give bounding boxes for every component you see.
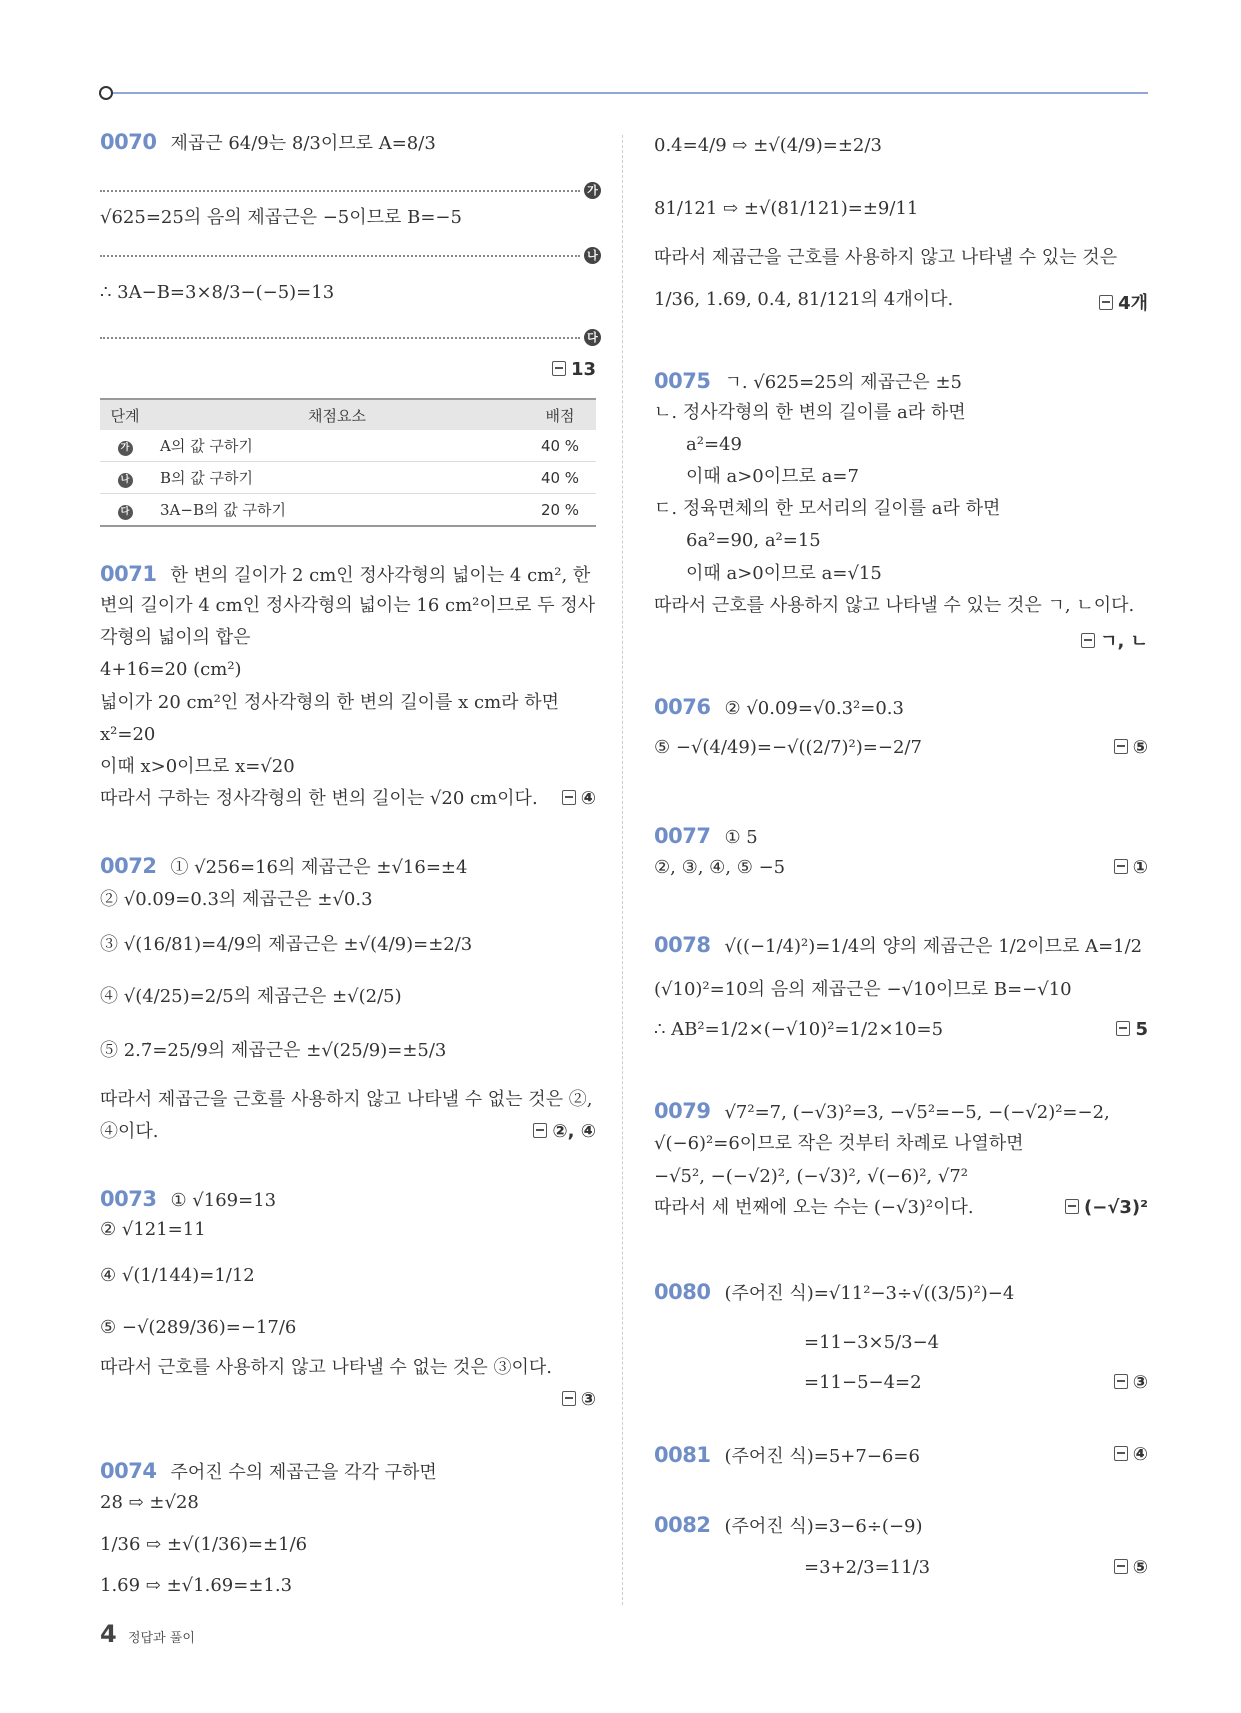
answer-text: ① (1132, 857, 1148, 878)
solution-text: ㄱ. √625=25의 제곱근은 ±5 (724, 372, 963, 393)
right-line (654, 498, 1000, 520)
header-score: 배점 (524, 399, 596, 430)
left-line (100, 131, 436, 155)
solution-text: 각형의 넓이의 합은 (100, 627, 251, 648)
problem-number: 0072 (100, 854, 157, 878)
problem-number: 0075 (654, 369, 711, 393)
footer-title: 정답과 풀이 (128, 1631, 195, 1646)
answer-badge (562, 788, 596, 809)
answer-text: (−√3)² (1084, 1197, 1148, 1218)
solution-text: 4+16=20 (cm²) (100, 659, 242, 680)
answer-icon (562, 1391, 576, 1406)
solution-text: ②, ③, ④, ⑤ −5 (654, 857, 786, 878)
scoring-row (100, 430, 596, 462)
right-line (654, 1166, 968, 1188)
solution-text: ④이다. (100, 1121, 159, 1142)
left-line (100, 855, 467, 879)
left-line (100, 659, 242, 681)
solution-text: √(−6)²=6이므로 작은 것부터 차례로 나열하면 (654, 1133, 1024, 1154)
right-line (654, 1019, 943, 1041)
solution-text: 이때 x>0이므로 x=√20 (100, 756, 295, 777)
solution-text: 0.4̇=4/9 ⇨ ±√(4/9)=±2/3 (654, 135, 882, 156)
answer-text: ⑤ (1132, 737, 1148, 758)
right-line (654, 466, 859, 488)
right-line (654, 563, 882, 585)
solution-text: 6a²=90, a²=15 (686, 530, 821, 551)
solution-text: √625=25의 음의 제곱근은 −5이므로 B=−5 (100, 207, 462, 228)
answer-badge (552, 359, 596, 380)
left-line (100, 1219, 206, 1241)
solution-text: ㄷ. 정육면체의 한 모서리의 길이를 a라 하면 (654, 498, 1001, 519)
solution-text: x²=20 (100, 724, 156, 745)
answer-text: ④ (1132, 1444, 1148, 1465)
answer-icon (1116, 1021, 1130, 1036)
left-line (100, 934, 472, 956)
solution-text: 제곱근 64/9는 8/3이므로 A=8/3 (170, 133, 436, 154)
answer-badge (1114, 1444, 1148, 1465)
answer-text: ㄱ, ㄴ (1100, 631, 1148, 652)
left-line (100, 1188, 276, 1212)
solution-text: 따라서 근호를 사용하지 않고 나타낼 수 있는 것은 ㄱ, ㄴ이다. (654, 595, 1135, 616)
answer-badge (562, 1389, 596, 1410)
right-line (654, 1514, 923, 1538)
right-line (654, 530, 821, 552)
solution-text: 28 ⇨ ±√28 (100, 1492, 199, 1513)
problem-number: 0070 (100, 130, 157, 154)
step-badge: 다 (118, 505, 133, 520)
solution-text: =11−5−4=2 (804, 1372, 922, 1393)
right-line (654, 198, 918, 220)
solution-text: 넓이가 20 cm²인 정사각형의 한 변의 길이를 x cm라 하면 (100, 692, 560, 713)
answer-text: ②, ④ (552, 1121, 596, 1142)
answer-icon (1114, 739, 1128, 754)
right-line (654, 402, 966, 424)
answer-text: ③ (1132, 1372, 1148, 1393)
right-line (654, 595, 1134, 617)
solution-text: (주어진 식)=5+7−6=6 (724, 1446, 920, 1467)
answer-text: 5 (1135, 1019, 1148, 1040)
solution-text: ④ √(4/25)=2/5의 제곱근은 ±√(2/5) (100, 986, 402, 1007)
solution-text: (주어진 식)=√11²−3÷√((3/5)²)−4 (724, 1283, 1015, 1304)
right-line (654, 1197, 974, 1219)
scoring-table-header (100, 399, 596, 430)
right-line (654, 696, 904, 720)
problem-number: 0071 (100, 562, 157, 586)
solution-text: ① √256=16의 제곱근은 ±√16=±4 (170, 857, 468, 878)
right-line (804, 1372, 922, 1394)
column-separator (622, 135, 623, 1605)
step-mark: 나 (584, 247, 601, 264)
scoring-item: B의 값 구하기 (150, 462, 524, 494)
answer-icon (1114, 1374, 1128, 1389)
solution-text: 따라서 제곱근을 근호를 사용하지 않고 나타낼 수 없는 것은 ②, (100, 1089, 593, 1110)
answer-badge (1114, 857, 1148, 878)
problem-number: 0079 (654, 1099, 711, 1123)
right-line (654, 370, 962, 394)
right-line (654, 934, 1142, 958)
header-step: 단계 (100, 399, 150, 430)
solution-text: ∴ 3A−B=3×8/3−(−5)=13 (100, 282, 335, 303)
left-line (100, 1534, 307, 1556)
solution-text: 따라서 근호를 사용하지 않고 나타낼 수 없는 것은 ③이다. (100, 1357, 553, 1378)
header-item: 채점요소 (150, 399, 524, 430)
left-line (100, 889, 373, 911)
solution-text: ⑤ −√(289/36)=−17/6 (100, 1317, 297, 1338)
left-line (100, 756, 295, 778)
right-line (654, 247, 1117, 269)
right-line (654, 857, 785, 879)
answer-text: 13 (570, 359, 596, 380)
solution-text: (√10)²=10의 음의 제곱근은 −√10이므로 B=−√10 (654, 979, 1072, 1000)
answer-icon (533, 1123, 547, 1138)
left-line (100, 595, 595, 617)
problem-number: 0078 (654, 933, 711, 957)
answer-icon (1114, 1559, 1128, 1574)
right-line (654, 979, 1072, 1001)
answer-text: 4개 (1118, 293, 1148, 314)
step-divider (100, 255, 580, 257)
solution-text: 81/121 ⇨ ±√(81/121)=±9/11 (654, 198, 919, 219)
solution-text: −√5², −(−√2)², (−√3)², √(−6)², √7² (654, 1166, 969, 1187)
left-line (100, 563, 590, 587)
left-line (100, 627, 251, 649)
left-line (100, 207, 462, 229)
problem-number: 0074 (100, 1459, 157, 1483)
solution-text: ① √169=13 (170, 1190, 277, 1211)
left-line (100, 788, 538, 810)
page-number: 4 (100, 1620, 117, 1648)
problem-number: 0076 (654, 695, 711, 719)
problem-number: 0080 (654, 1280, 711, 1304)
right-line (654, 825, 758, 849)
solution-text: ② √0.09=√0.3²=0.3 (724, 698, 904, 719)
solution-text: ② √121=11 (100, 1219, 206, 1240)
solution-text: 1.69 ⇨ ±√1.69=±1.3 (100, 1575, 293, 1596)
scoring-item: 3A−B의 값 구하기 (150, 494, 524, 527)
left-line (100, 692, 559, 714)
left-line (100, 1040, 446, 1062)
right-line (804, 1332, 939, 1354)
right-line (804, 1557, 930, 1579)
answer-text: ⑤ (1132, 1557, 1148, 1578)
scoring-score: 20 % (524, 494, 596, 527)
right-line (654, 737, 922, 759)
solution-text: √7²=7, (−√3)²=3, −√5²=−5, −(−√2)²=−2, (724, 1102, 1110, 1123)
solution-text: 변의 길이가 4 cm인 정사각형의 넓이는 16 cm²이므로 두 정사 (100, 595, 596, 616)
left-line (100, 1265, 255, 1287)
solution-text: ∴ AB²=1/2×(−√10)²=1/2×10=5 (654, 1019, 944, 1040)
solution-text: a²=49 (686, 434, 742, 455)
right-line (654, 1133, 1024, 1155)
scoring-step (100, 462, 150, 494)
answer-icon (1099, 295, 1113, 310)
solution-text: ② √0.09=0.3의 제곱근은 ±√0.3 (100, 889, 373, 910)
solution-text: 1/36, 1.69, 0.4̇, 81/121의 4개이다. (654, 289, 954, 310)
left-line (100, 1492, 199, 1514)
left-line (100, 282, 334, 304)
solution-text: =11−3×5/3−4 (804, 1332, 940, 1353)
answer-icon (1065, 1199, 1079, 1214)
answer-badge (1114, 1372, 1148, 1393)
step-badge: 나 (118, 473, 133, 488)
answer-icon (1114, 1446, 1128, 1461)
solution-text: ① 5 (724, 827, 758, 848)
step-mark: 다 (584, 329, 601, 346)
solution-text: ③ √(16/81)=4/9의 제곱근은 ±√(4/9)=±2/3 (100, 934, 473, 955)
solution-text: (주어진 식)=3−6÷(−9) (724, 1516, 923, 1537)
solution-text: ⑤ 2.7̇=25/9의 제곱근은 ±√(25/9)=±5/3 (100, 1040, 447, 1061)
solution-text: 이때 a>0이므로 a=7 (686, 466, 859, 487)
solution-text: 주어진 수의 제곱근을 각각 구하면 (170, 1462, 437, 1483)
answer-icon (562, 790, 576, 805)
right-line (654, 1100, 1110, 1124)
scoring-step (100, 430, 150, 462)
answer-icon (1114, 859, 1128, 874)
solution-text: =3+2/3=11/3 (804, 1557, 931, 1578)
solution-text: √((−1/4)²)=1/4의 양의 제곱근은 1/2이므로 A=1/2 (724, 936, 1143, 957)
top-rule-dot (99, 86, 113, 100)
solution-text: 한 변의 길이가 2 cm인 정사각형의 넓이는 4 cm², 한 (170, 565, 591, 586)
answer-icon (1081, 633, 1095, 648)
right-line (654, 289, 953, 311)
answer-badge (1114, 737, 1148, 758)
right-line (654, 135, 882, 157)
problem-number: 0081 (654, 1443, 711, 1467)
answer-badge (1116, 1019, 1148, 1040)
solution-text: ㄴ. 정사각형의 한 변의 길이를 a라 하면 (654, 402, 966, 423)
solution-text: 따라서 구하는 정사각형의 한 변의 길이는 √20 cm이다. (100, 788, 538, 809)
step-mark: 가 (584, 182, 601, 199)
solution-text: 따라서 제곱근을 근호를 사용하지 않고 나타낼 수 있는 것은 (654, 247, 1118, 268)
answer-badge (1065, 1197, 1148, 1218)
step-divider (100, 190, 580, 192)
right-line (654, 434, 742, 456)
left-line (100, 1357, 552, 1379)
answer-badge (533, 1121, 596, 1142)
left-line (100, 1317, 296, 1339)
answer-badge (1114, 1557, 1148, 1578)
left-line (100, 986, 402, 1008)
scoring-item: A의 값 구하기 (150, 430, 524, 462)
solution-text: ⑤ −√(4/49)=−√((2/7)²)=−2/7 (654, 737, 922, 758)
scoring-step (100, 494, 150, 527)
left-line (100, 1460, 437, 1484)
scoring-row (100, 494, 596, 527)
solution-text: 1/36 ⇨ ±√(1/36)=±1/6 (100, 1534, 308, 1555)
scoring-table (100, 398, 596, 527)
step-badge: 가 (118, 441, 133, 456)
solution-text: ④ √(1/144)=1/12 (100, 1265, 255, 1286)
answer-text: ④ (580, 788, 596, 809)
left-line (100, 1575, 292, 1597)
answer-badge (1081, 627, 1148, 653)
left-line (100, 1121, 159, 1143)
left-line (100, 1089, 593, 1111)
problem-number: 0082 (654, 1513, 711, 1537)
answer-icon (552, 361, 566, 376)
scoring-score: 40 % (524, 462, 596, 494)
scoring-score: 40 % (524, 430, 596, 462)
right-line (654, 1281, 1014, 1305)
answer-badge (1099, 289, 1148, 315)
left-line (100, 724, 155, 746)
solution-text: 따라서 세 번째에 오는 수는 (−√3)²이다. (654, 1197, 974, 1218)
right-line (654, 1444, 920, 1468)
answer-text: ③ (580, 1389, 596, 1410)
problem-number: 0073 (100, 1187, 157, 1211)
solution-text: 이때 a>0이므로 a=√15 (686, 563, 882, 584)
scoring-row (100, 462, 596, 494)
problem-number: 0077 (654, 824, 711, 848)
step-divider (100, 337, 580, 339)
top-rule (100, 92, 1148, 94)
